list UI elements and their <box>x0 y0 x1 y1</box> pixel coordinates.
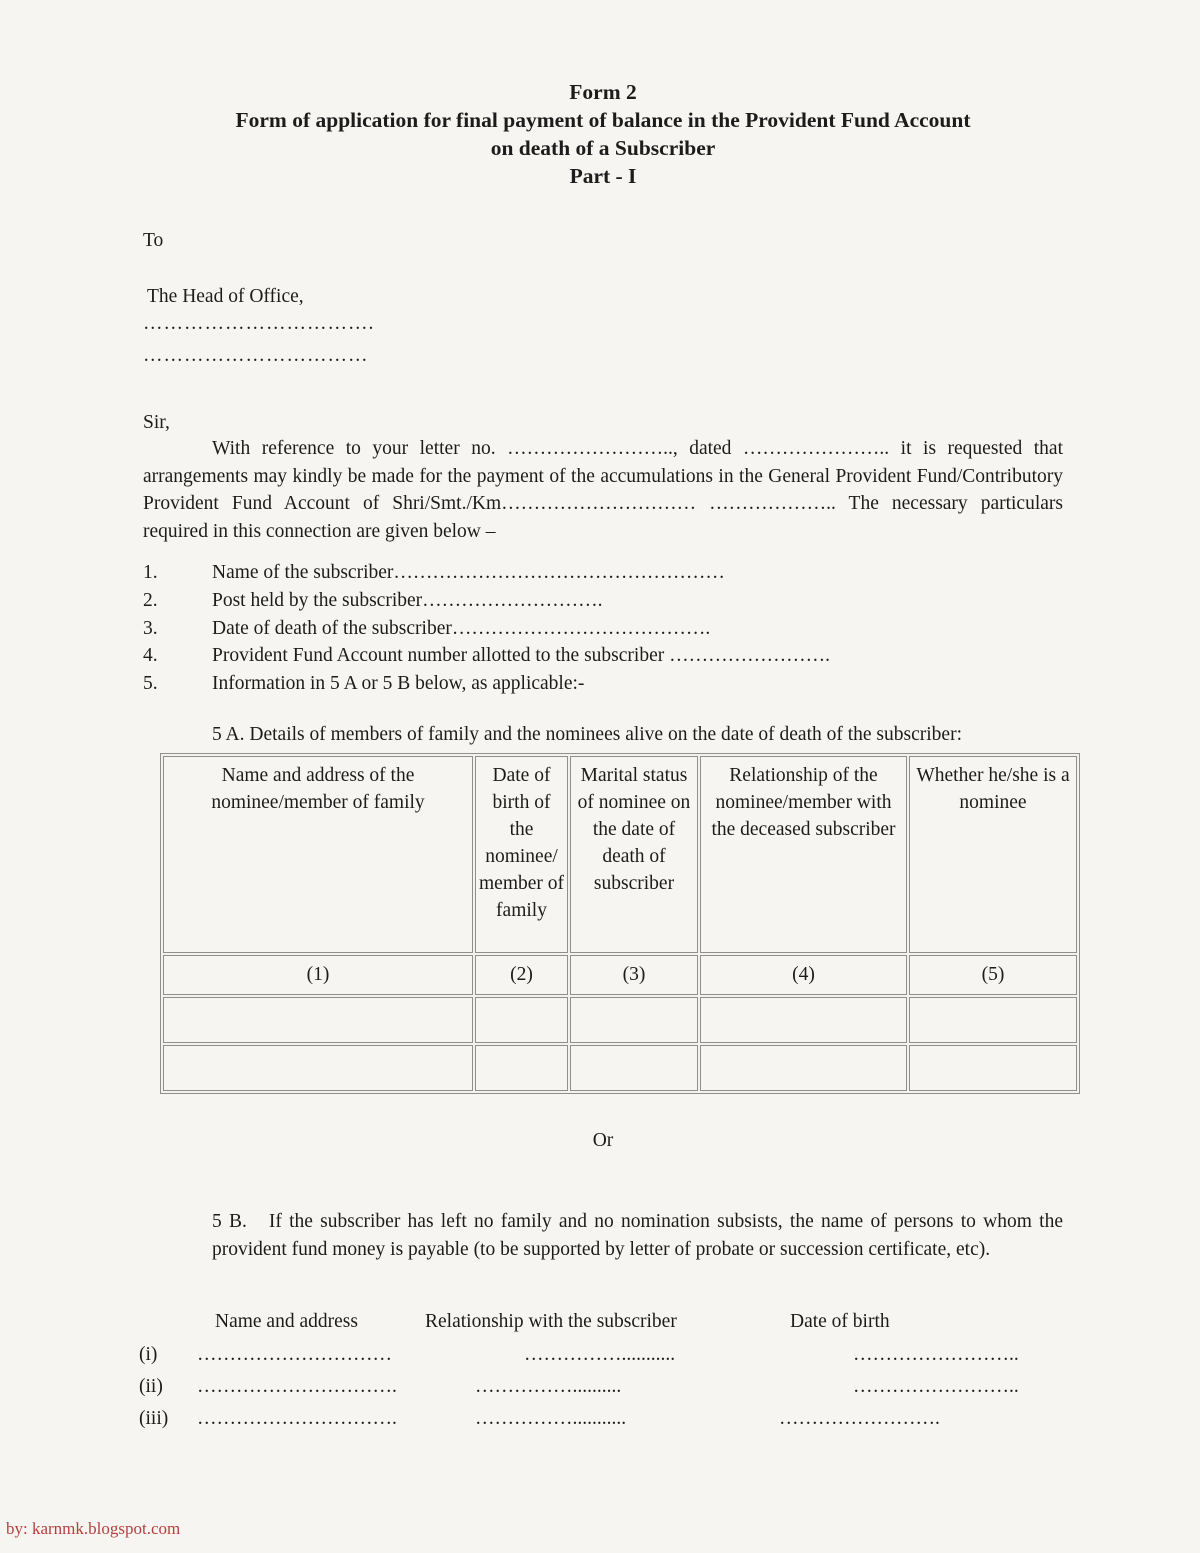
list-item <box>143 642 1063 670</box>
payee-relationship-blank: …………….......... <box>475 1376 622 1398</box>
table-header-cell: Name and address of the nominee/member of family <box>163 756 473 953</box>
payee-list <box>139 1339 1063 1435</box>
list-item-text: Information in 5 A or 5 B below, as applicable:- <box>212 672 585 694</box>
section-5b-text: If the subscriber has left no family and no nomination subsists, the name of persons to whom the provident fund money is payable (to be supported by letter of probate or succession certificate, etc). <box>212 1210 1063 1260</box>
list-item-number: 4. <box>143 645 158 667</box>
payee-relationship-blank: ……………........... <box>524 1344 676 1366</box>
table-header-cell: Date of birth of the nominee/ member of family <box>475 756 568 953</box>
form-title-line2: on death of a Subscriber <box>490 136 716 160</box>
table-empty-row <box>163 997 1077 1043</box>
column-number-cell: (1) <box>163 955 473 995</box>
table-empty-cell <box>475 1045 568 1091</box>
payee-row <box>139 1403 1063 1435</box>
list-item-text: Provident Fund Account number allotted to the subscriber ……………………. <box>212 645 830 667</box>
section-5a-intro: 5 A. Details of members of family and the nominees alive on the date of death of the subscriber: <box>212 724 962 746</box>
payee-row <box>139 1339 1063 1371</box>
list-item <box>143 559 1063 587</box>
list-item <box>143 670 1063 698</box>
body-paragraph: With reference to your letter no. …………………….., dated ………………….. it is requested that arrangements may kindly be made for the payment of the accumulations in the General Provident Fund/Contributory Provident Fund Account of Shri/Smt./Km………………………… ……………….. The necessary particulars required in this connection are given below – <box>143 438 1063 542</box>
list-item-number: 5. <box>143 672 158 694</box>
table-header-cell: Relationship of the nominee/member with the deceased subscriber <box>700 756 907 953</box>
table-empty-cell <box>909 997 1077 1043</box>
form-number: Form 2 <box>569 80 637 104</box>
address-head-of-office: The Head of Office, <box>147 286 304 307</box>
family-nominee-table <box>160 753 1080 1094</box>
table-empty-cell <box>163 1045 473 1091</box>
table-empty-cell <box>570 997 698 1043</box>
payee-header-dob: Date of birth <box>790 1311 890 1333</box>
payee-name-blank: …………………………. <box>197 1408 397 1430</box>
address-to: To <box>143 230 164 251</box>
watermark-credit: by: karnmk.blogspot.com <box>6 1519 181 1538</box>
payee-header-spacer <box>143 1307 215 1337</box>
payee-row-label: (i) <box>139 1344 158 1366</box>
or-divider: Or <box>592 1129 614 1151</box>
form-title-line1: Form of application for final payment of balance in the Provident Fund Account <box>235 108 971 132</box>
column-number-cell: (4) <box>700 955 907 995</box>
table-empty-cell <box>475 997 568 1043</box>
table-empty-row <box>163 1045 1077 1091</box>
table-empty-cell <box>700 997 907 1043</box>
payee-dob-blank: …………………….. <box>853 1376 1019 1398</box>
section-5b <box>212 1208 1063 1263</box>
payee-name-blank: …………………………. <box>197 1376 397 1398</box>
payee-list-header <box>143 1307 1063 1337</box>
payee-dob-blank: ……………………. <box>779 1408 940 1430</box>
list-item-number: 1. <box>143 562 158 584</box>
form-part: Part - I <box>569 164 637 188</box>
list-item-text: Name of the subscriber…………………………………………… <box>212 562 725 584</box>
column-number-cell: (3) <box>570 955 698 995</box>
table-empty-cell <box>163 997 473 1043</box>
payee-relationship-blank: ……………........... <box>475 1408 627 1430</box>
table-column-number-row <box>163 955 1077 995</box>
column-number-cell: (2) <box>475 955 568 995</box>
salutation: Sir, <box>143 412 170 433</box>
payee-row-label: (ii) <box>139 1376 163 1398</box>
address-blank-line-1: ……………………………. <box>143 313 375 334</box>
list-item-number: 3. <box>143 617 158 639</box>
list-item-text: Date of death of the subscriber…………………………………. <box>212 617 711 639</box>
payee-header-relationship: Relationship with the subscriber <box>425 1311 677 1333</box>
list-item-number: 2. <box>143 589 158 611</box>
table-header-cell: Marital status of nominee on the date of death of subscriber <box>570 756 698 953</box>
payee-name-blank: ………………………… <box>197 1344 392 1366</box>
payee-header-name: Name and address <box>215 1311 358 1333</box>
address-blank-line-2: …………………………… <box>143 345 369 366</box>
payee-row <box>139 1371 1063 1403</box>
list-item <box>143 587 1063 615</box>
list-item <box>143 615 1063 643</box>
payee-row-label: (iii) <box>139 1408 169 1430</box>
table-empty-cell <box>700 1045 907 1091</box>
payee-dob-blank: …………………….. <box>853 1344 1019 1366</box>
section-5b-label: 5 B. <box>212 1210 247 1232</box>
table-header-row <box>163 756 1077 953</box>
table-empty-cell <box>570 1045 698 1091</box>
numbered-list <box>143 559 1063 697</box>
form-title-block <box>143 78 1063 190</box>
table-empty-cell <box>909 1045 1077 1091</box>
table-header-cell: Whether he/she is a nominee <box>909 756 1077 953</box>
column-number-cell: (5) <box>909 955 1077 995</box>
list-item-text: Post held by the subscriber………………………. <box>212 589 603 611</box>
